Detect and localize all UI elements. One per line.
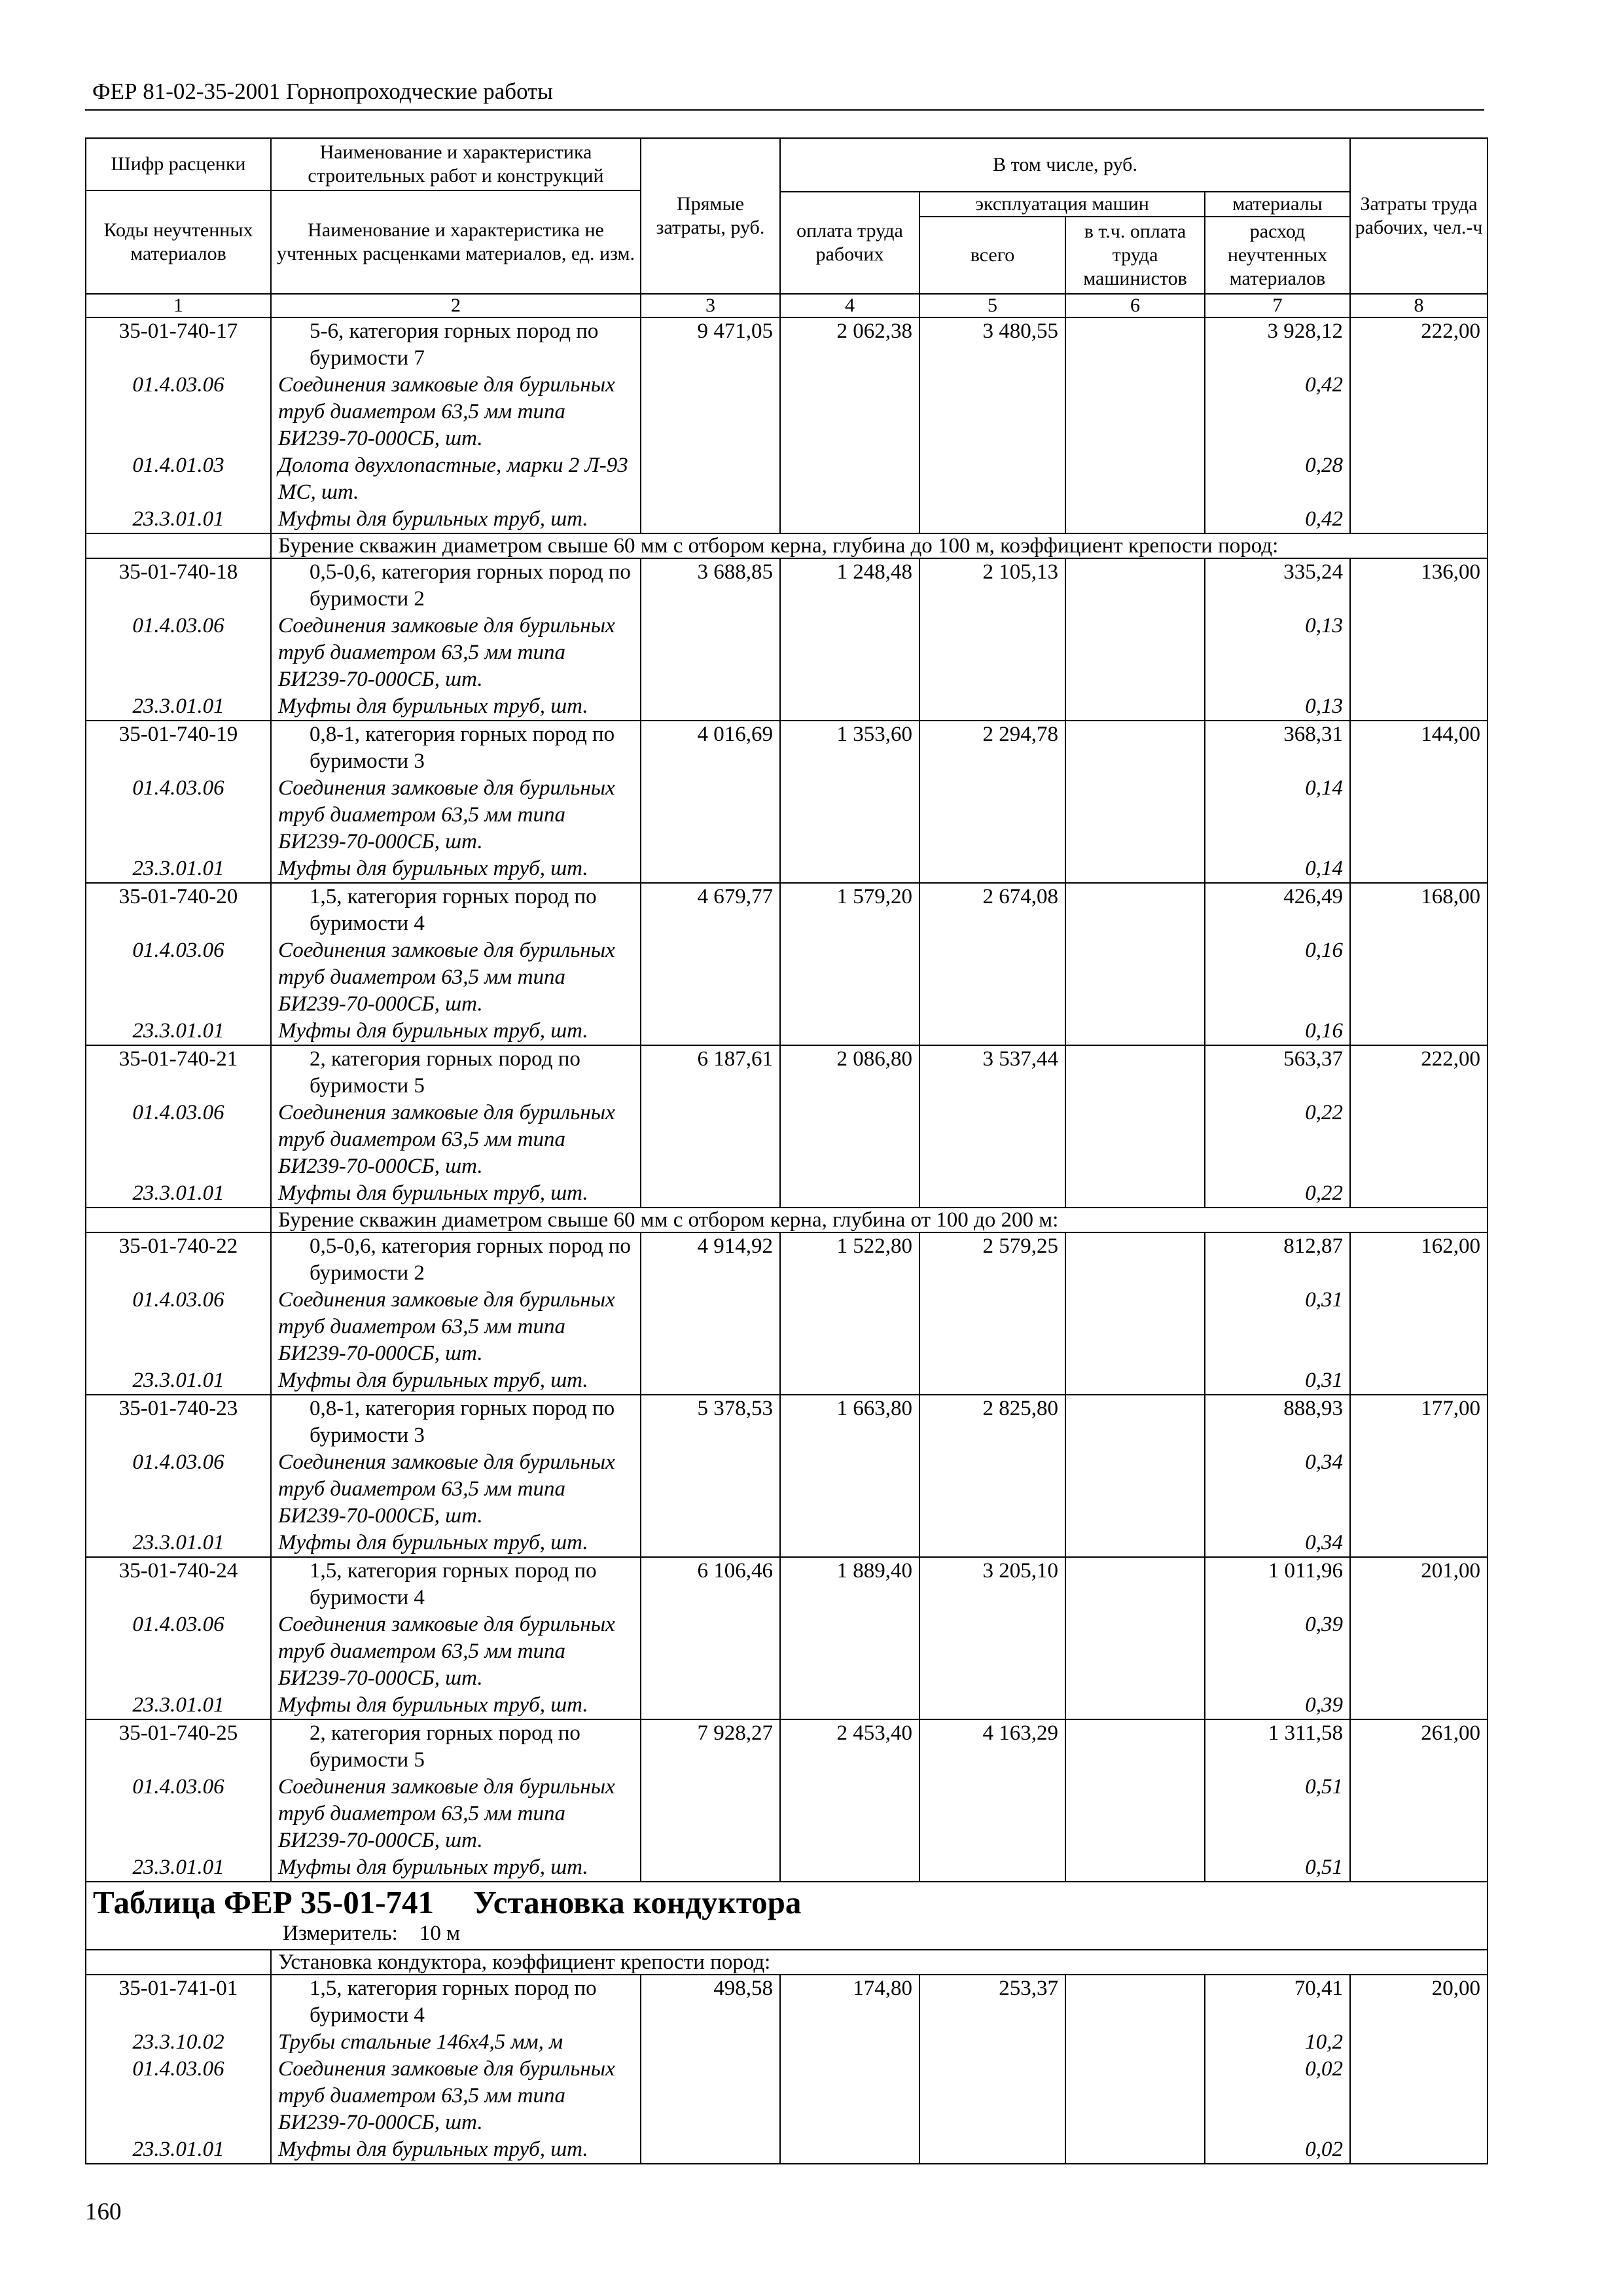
- material-name: Муфты для бурильных труб, шт.: [271, 855, 641, 883]
- material-quantity: 10,2: [1205, 2029, 1350, 2056]
- rate-name: 5-6, категория горных пород по буримости 7: [271, 317, 641, 372]
- material-row: [86, 613, 1488, 693]
- col-number: 6: [1065, 294, 1205, 317]
- table-title-row: [86, 1882, 1488, 1950]
- rate-code: 35-01-740-20: [86, 883, 271, 937]
- material-name: Соединения замковые для бурильных труб диаметром 63,5 мм типа БИ239-70-000СБ, шт.: [271, 1774, 641, 1854]
- machine-total: 2 105,13: [919, 558, 1065, 613]
- material-row: [86, 775, 1488, 855]
- material-name: Соединения замковые для бурильных труб диаметром 63,5 мм типа БИ239-70-000СБ, шт.: [271, 1611, 641, 1692]
- material-quantity: 0,51: [1205, 1774, 1350, 1854]
- col-number: 2: [271, 294, 641, 317]
- material-name: Соединения замковые для бурильных труб диаметром 63,5 мм типа БИ239-70-000СБ, шт.: [271, 1287, 641, 1367]
- section-header-row: [86, 533, 1488, 558]
- th-machinist-wage: в т.ч. оплата труда машинистов: [1065, 217, 1205, 294]
- machinist-wage: [1065, 558, 1205, 613]
- material-quantity: 0,51: [1205, 1854, 1350, 1882]
- material-code: 01.4.03.06: [86, 1449, 271, 1530]
- rate-code: 35-01-740-25: [86, 1719, 271, 1774]
- material-quantity: 0,34: [1205, 1449, 1350, 1530]
- rate-name: 0,5-0,6, категория горных пород по буримости 2: [271, 1232, 641, 1287]
- materials-cost: 812,87: [1205, 1232, 1350, 1287]
- machinist-wage: [1065, 1045, 1205, 1100]
- worker-wage: 1 522,80: [780, 1232, 919, 1287]
- material-row: [86, 693, 1488, 721]
- direct-costs: 7 928,27: [641, 1719, 780, 1774]
- worker-wage: 2 086,80: [780, 1045, 919, 1100]
- machine-total: 2 294,78: [919, 721, 1065, 775]
- rate-name: 1,5, категория горных пород по буримости 4: [271, 1557, 641, 1611]
- material-row: [86, 1530, 1488, 1557]
- material-row: [86, 2056, 1488, 2136]
- material-row: [86, 452, 1488, 506]
- materials-cost: 888,93: [1205, 1395, 1350, 1449]
- section-header-row: [86, 1208, 1488, 1232]
- rate-code: 35-01-740-17: [86, 317, 271, 372]
- rate-row: [86, 883, 1488, 937]
- rate-row: [86, 1557, 1488, 1611]
- material-quantity: 0,28: [1205, 452, 1350, 506]
- direct-costs: 6 187,61: [641, 1045, 780, 1100]
- materials-cost: 70,41: [1205, 1975, 1350, 2029]
- material-row: [86, 1449, 1488, 1530]
- material-name: Трубы стальные 146х4,5 мм, м: [271, 2029, 641, 2056]
- rate-name: 1,5, категория горных пород по буримости 4: [271, 1975, 641, 2029]
- rate-row: [86, 558, 1488, 613]
- labor-costs: 162,00: [1350, 1232, 1488, 1287]
- material-quantity: 0,16: [1205, 937, 1350, 1018]
- labor-costs: 222,00: [1350, 317, 1488, 372]
- machinist-wage: [1065, 1232, 1205, 1287]
- material-row: [86, 1367, 1488, 1395]
- worker-wage: 2 453,40: [780, 1719, 919, 1774]
- rate-name: 2, категория горных пород по буримости 5: [271, 1045, 641, 1100]
- th-unaccounted-materials: расход неучтенных материалов: [1205, 217, 1350, 294]
- material-code: 01.4.03.06: [86, 1774, 271, 1854]
- material-quantity: 0,22: [1205, 1180, 1350, 1208]
- table-title: [93, 1885, 1480, 1920]
- machine-total: 3 480,55: [919, 317, 1065, 372]
- direct-costs: 4 679,77: [641, 883, 780, 937]
- material-quantity: 0,42: [1205, 506, 1350, 533]
- material-code: 23.3.01.01: [86, 1854, 271, 1882]
- th-labor-costs: Затраты труда рабочих, чел.-ч: [1350, 138, 1488, 294]
- material-name: Муфты для бурильных труб, шт.: [271, 2136, 641, 2164]
- worker-wage: 1 248,48: [780, 558, 919, 613]
- labor-costs: 20,00: [1350, 1975, 1488, 2029]
- direct-costs: 5 378,53: [641, 1395, 780, 1449]
- rates-table: [85, 137, 1488, 2164]
- material-code: 23.3.10.02: [86, 2029, 271, 2056]
- material-name: Муфты для бурильных труб, шт.: [271, 1367, 641, 1395]
- th-material-names: Наименование и характеристика не учтенных расценками материалов, ед. изм.: [271, 190, 641, 294]
- material-row: [86, 1100, 1488, 1180]
- rate-row: [86, 1975, 1488, 2029]
- col-number: 5: [919, 294, 1065, 317]
- direct-costs: 498,58: [641, 1975, 780, 2029]
- worker-wage: 1 579,20: [780, 883, 919, 937]
- direct-costs: 9 471,05: [641, 317, 780, 372]
- materials-cost: 3 928,12: [1205, 317, 1350, 372]
- material-row: [86, 1180, 1488, 1208]
- material-name: Соединения замковые для бурильных труб диаметром 63,5 мм типа БИ239-70-000СБ, шт.: [271, 775, 641, 855]
- material-name: Муфты для бурильных труб, шт.: [271, 506, 641, 533]
- machinist-wage: [1065, 1395, 1205, 1449]
- material-name: Соединения замковые для бурильных труб диаметром 63,5 мм типа БИ239-70-000СБ, шт.: [271, 1449, 641, 1530]
- material-name: Муфты для бурильных труб, шт.: [271, 1530, 641, 1557]
- rate-code: 35-01-740-18: [86, 558, 271, 613]
- rate-code: 35-01-741-01: [86, 1975, 271, 2029]
- rate-name: 0,5-0,6, категория горных пород по буримости 2: [271, 558, 641, 613]
- material-code: 01.4.03.06: [86, 372, 271, 452]
- material-code: 01.4.03.06: [86, 1611, 271, 1692]
- machinist-wage: [1065, 721, 1205, 775]
- machine-total: 4 163,29: [919, 1719, 1065, 1774]
- machine-total: 2 674,08: [919, 883, 1065, 937]
- section-title: Бурение скважин диаметром свыше 60 мм с отбором керна, глубина от 100 до 200 м:: [271, 1208, 1488, 1232]
- material-row: [86, 937, 1488, 1018]
- material-code: 23.3.01.01: [86, 1367, 271, 1395]
- material-name: Соединения замковые для бурильных труб диаметром 63,5 мм типа БИ239-70-000СБ, шт.: [271, 937, 641, 1018]
- materials-cost: 1 311,58: [1205, 1719, 1350, 1774]
- rate-name: 1,5, категория горных пород по буримости 4: [271, 883, 641, 937]
- material-name: Муфты для бурильных труб, шт.: [271, 1692, 641, 1719]
- material-name: Соединения замковые для бурильных труб диаметром 63,5 мм типа БИ239-70-000СБ, шт.: [271, 1100, 641, 1180]
- material-row: [86, 1018, 1488, 1045]
- material-name: Муфты для бурильных труб, шт.: [271, 1854, 641, 1882]
- labor-costs: 136,00: [1350, 558, 1488, 613]
- material-code: 01.4.03.06: [86, 1100, 271, 1180]
- material-code: 01.4.01.03: [86, 452, 271, 506]
- th-including: В том числе, руб.: [780, 138, 1350, 192]
- machinist-wage: [1065, 883, 1205, 937]
- rate-code: 35-01-740-24: [86, 1557, 271, 1611]
- machine-total: 2 825,80: [919, 1395, 1065, 1449]
- column-numbers-row: [86, 294, 1488, 317]
- labor-costs: 177,00: [1350, 1395, 1488, 1449]
- th-direct-costs: Прямые затраты, руб.: [641, 138, 780, 294]
- unit-of-measure: Измеритель: 10 м: [283, 1922, 460, 1945]
- worker-wage: 174,80: [780, 1975, 919, 2029]
- worker-wage: 1 353,60: [780, 721, 919, 775]
- material-quantity: 0,13: [1205, 613, 1350, 693]
- rate-code: 35-01-740-23: [86, 1395, 271, 1449]
- material-row: [86, 855, 1488, 883]
- material-code: 01.4.03.06: [86, 937, 271, 1018]
- materials-cost: 1 011,96: [1205, 1557, 1350, 1611]
- th-material-codes: Коды неучтенных материалов: [86, 190, 271, 294]
- material-code: 23.3.01.01: [86, 1180, 271, 1208]
- table-name: Установка кондуктора: [473, 1884, 802, 1920]
- material-quantity: 0,14: [1205, 775, 1350, 855]
- material-name: Соединения замковые для бурильных труб диаметром 63,5 мм типа БИ239-70-000СБ, шт.: [271, 2056, 641, 2136]
- material-row: [86, 1854, 1488, 1882]
- th-name: Наименование и характеристика строительных работ и конструкций: [271, 138, 641, 190]
- material-code: 23.3.01.01: [86, 855, 271, 883]
- material-quantity: 0,16: [1205, 1018, 1350, 1045]
- header-rule: [85, 109, 1484, 111]
- materials-cost: 426,49: [1205, 883, 1350, 937]
- rate-name: 0,8-1, категория горных пород по буримости 3: [271, 721, 641, 775]
- rate-row: [86, 1395, 1488, 1449]
- rate-row: [86, 1045, 1488, 1100]
- materials-cost: 335,24: [1205, 558, 1350, 613]
- material-code: 23.3.01.01: [86, 1530, 271, 1557]
- rate-code: 35-01-740-22: [86, 1232, 271, 1287]
- material-code: 01.4.03.06: [86, 775, 271, 855]
- rate-name: 2, категория горных пород по буримости 5: [271, 1719, 641, 1774]
- table-title-cell: [86, 1882, 1488, 1950]
- machine-total: 3 205,10: [919, 1557, 1065, 1611]
- rate-row: [86, 1232, 1488, 1287]
- th-machine-total: всего: [919, 217, 1065, 294]
- table-number: Таблица ФЕР 35-01-741: [93, 1884, 435, 1920]
- material-code: 23.3.01.01: [86, 1692, 271, 1719]
- col-number: 4: [780, 294, 919, 317]
- col-number: 7: [1205, 294, 1350, 317]
- col-number: 1: [86, 294, 271, 317]
- material-code: 01.4.03.06: [86, 613, 271, 693]
- material-code: 01.4.03.06: [86, 2056, 271, 2136]
- section-title: Установка кондуктора, коэффициент крепости пород:: [271, 1950, 1488, 1975]
- material-row: [86, 1692, 1488, 1719]
- direct-costs: 4 016,69: [641, 721, 780, 775]
- machine-total: 253,37: [919, 1975, 1065, 2029]
- material-quantity: 0,42: [1205, 372, 1350, 452]
- direct-costs: 3 688,85: [641, 558, 780, 613]
- material-code: 23.3.01.01: [86, 506, 271, 533]
- rate-name: 0,8-1, категория горных пород по буримости 3: [271, 1395, 641, 1449]
- labor-costs: 201,00: [1350, 1557, 1488, 1611]
- material-quantity: 0,31: [1205, 1367, 1350, 1395]
- material-quantity: 0,39: [1205, 1692, 1350, 1719]
- material-quantity: 0,39: [1205, 1611, 1350, 1692]
- rate-row: [86, 317, 1488, 372]
- worker-wage: 1 663,80: [780, 1395, 919, 1449]
- material-name: Муфты для бурильных труб, шт.: [271, 1018, 641, 1045]
- col-number: 3: [641, 294, 780, 317]
- material-code: 01.4.03.06: [86, 1287, 271, 1367]
- labor-costs: 222,00: [1350, 1045, 1488, 1100]
- material-name: Соединения замковые для бурильных труб диаметром 63,5 мм типа БИ239-70-000СБ, шт.: [271, 613, 641, 693]
- material-code: 23.3.01.01: [86, 1018, 271, 1045]
- rate-row: [86, 721, 1488, 775]
- material-quantity: 0,13: [1205, 693, 1350, 721]
- rate-row: [86, 1719, 1488, 1774]
- material-row: [86, 2029, 1488, 2056]
- th-worker-wage: оплата труда рабочих: [780, 192, 919, 294]
- machinist-wage: [1065, 1975, 1205, 2029]
- machine-total: 2 579,25: [919, 1232, 1065, 1287]
- machinist-wage: [1065, 317, 1205, 372]
- col-number: 8: [1350, 294, 1488, 317]
- materials-cost: 368,31: [1205, 721, 1350, 775]
- direct-costs: 4 914,92: [641, 1232, 780, 1287]
- section-header-row: [86, 1950, 1488, 1975]
- material-quantity: 0,02: [1205, 2056, 1350, 2136]
- material-code: 23.3.01.01: [86, 2136, 271, 2164]
- page-number: 160: [85, 2198, 122, 2225]
- direct-costs: 6 106,46: [641, 1557, 780, 1611]
- material-quantity: 0,22: [1205, 1100, 1350, 1180]
- material-quantity: 0,02: [1205, 2136, 1350, 2164]
- material-row: [86, 1287, 1488, 1367]
- material-row: [86, 1611, 1488, 1692]
- labor-costs: 261,00: [1350, 1719, 1488, 1774]
- material-row: [86, 506, 1488, 533]
- materials-cost: 563,37: [1205, 1045, 1350, 1100]
- labor-costs: 144,00: [1350, 721, 1488, 775]
- worker-wage: 1 889,40: [780, 1557, 919, 1611]
- material-row: [86, 372, 1488, 452]
- material-name: Муфты для бурильных труб, шт.: [271, 1180, 641, 1208]
- material-quantity: 0,14: [1205, 855, 1350, 883]
- material-name: Долота двухлопастные, марки 2 Л-93 МС, шт.: [271, 452, 641, 506]
- material-name: Соединения замковые для бурильных труб диаметром 63,5 мм типа БИ239-70-000СБ, шт.: [271, 372, 641, 452]
- machinist-wage: [1065, 1557, 1205, 1611]
- material-name: Муфты для бурильных труб, шт.: [271, 693, 641, 721]
- material-quantity: 0,31: [1205, 1287, 1350, 1367]
- th-machine-operation: эксплуатация машин: [919, 192, 1205, 217]
- rate-code: 35-01-740-19: [86, 721, 271, 775]
- worker-wage: 2 062,38: [780, 317, 919, 372]
- material-row: [86, 1774, 1488, 1854]
- th-materials: материалы: [1205, 192, 1350, 217]
- running-header: ФЕР 81-02-35-2001 Горнопроходческие работы: [92, 79, 553, 104]
- machinist-wage: [1065, 1719, 1205, 1774]
- table-header: [86, 138, 1488, 294]
- section-title: Бурение скважин диаметром свыше 60 мм с отбором керна, глубина до 100 м, коэффициент крепости пород:: [271, 533, 1488, 558]
- rate-code: 35-01-740-21: [86, 1045, 271, 1100]
- material-code: 23.3.01.01: [86, 693, 271, 721]
- material-row: [86, 2136, 1488, 2164]
- th-code: Шифр расценки: [86, 138, 271, 190]
- material-quantity: 0,34: [1205, 1530, 1350, 1557]
- machine-total: 3 537,44: [919, 1045, 1065, 1100]
- labor-costs: 168,00: [1350, 883, 1488, 937]
